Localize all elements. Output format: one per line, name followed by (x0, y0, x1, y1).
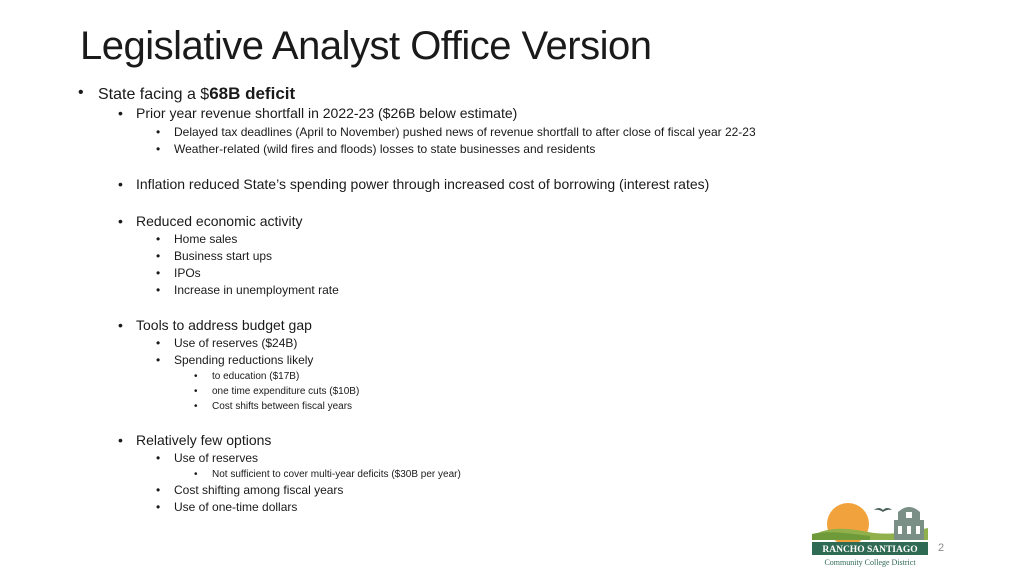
page-number: 2 (938, 542, 945, 554)
bullet-dot-icon: • (194, 469, 198, 480)
bullet-cost-shifting: • Cost shifting among fiscal years (156, 483, 344, 497)
bullet-dot-icon: • (156, 142, 161, 156)
bullet-dot-icon: • (194, 371, 198, 382)
bullet-dot-icon: • (156, 249, 161, 263)
logo-subtitle: Community College District (824, 558, 916, 567)
bullet-dot-icon: • (156, 266, 161, 280)
bullet-dot-icon: • (194, 386, 198, 397)
bullet-unemployment: • Increase in unemployment rate (156, 283, 339, 297)
bullet-tools: • Tools to address budget gap (118, 317, 312, 333)
bullet-dot-icon: • (156, 232, 161, 246)
bullet-dot-icon: • (156, 125, 161, 139)
bullet-one-time-dollars: • Use of one-time dollars (156, 500, 298, 514)
bullet-revenue-shortfall: • Prior year revenue shortfall in 2022-23 ($26B below estimate) (118, 105, 518, 121)
bullet-dot-icon: • (156, 483, 161, 497)
mission-building-icon (894, 507, 924, 540)
district-logo (808, 498, 932, 570)
bullet-deficit (80, 84, 295, 104)
bullet-economic-activity: • Reduced economic activity (118, 213, 303, 229)
logo-name: RANCHO SANTIAGO (822, 545, 918, 555)
bullet-inflation: • Inflation reduced State’s spending power through increased cost of borrowing (interest rates) (118, 176, 710, 192)
bullet-to-education: • to education ($17B) (194, 371, 300, 382)
bullet-dot-icon: • (118, 432, 123, 448)
bullet-dot-icon: • (156, 451, 161, 465)
bullet-dot-icon: • (156, 283, 161, 297)
bullet-dot-icon: • (156, 353, 161, 367)
bullet-one-time-cuts: • one time expenditure cuts ($10B) (194, 386, 360, 397)
bullet-dot-icon: • (118, 176, 123, 192)
bullet-use-reserves: • Use of reserves (156, 451, 259, 465)
bullet-ipos: • IPOs (156, 266, 201, 280)
bullet-dot-icon: • (156, 336, 161, 350)
deficit-amount: 68B deficit (209, 84, 296, 103)
bullet-use-reserves-24b: • Use of reserves ($24B) (156, 336, 298, 350)
bullet-delayed-tax: • Delayed tax deadlines (April to November) pushed news of revenue shortfall to after close of fiscal year 22-23 (156, 125, 756, 139)
bullet-home-sales: • Home sales (156, 232, 238, 246)
bullet-dot-icon: • (118, 105, 123, 121)
bullet-weather: • Weather-related (wild fires and floods) losses to state businesses and residents (156, 142, 596, 156)
slide-title: Legislative Analyst Office Version (80, 24, 652, 68)
bullet-dot-icon: • (118, 317, 123, 333)
bullet-few-options: • Relatively few options (118, 432, 272, 448)
bird-icon (874, 508, 892, 512)
bullet-dot-icon: • (78, 84, 84, 101)
bullet-cost-shifts: • Cost shifts between fiscal years (194, 401, 353, 412)
bullet-business-startups: • Business start ups (156, 249, 273, 263)
bullet-not-sufficient: • Not sufficient to cover multi-year deficits ($30B per year) (194, 469, 461, 480)
deficit-prefix: State facing a $ (98, 86, 210, 103)
bullet-spending-reductions: • Spending reductions likely (156, 353, 314, 367)
bullet-dot-icon: • (156, 500, 161, 514)
bullet-dot-icon: • (194, 401, 198, 412)
bullet-dot-icon: • (118, 213, 123, 229)
